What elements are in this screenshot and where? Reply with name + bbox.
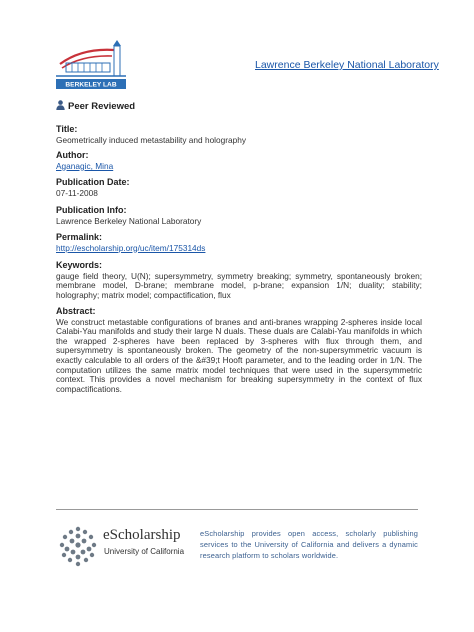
keywords-label: Keywords:: [56, 260, 103, 270]
author-field: [56, 151, 426, 171]
person-icon: [56, 100, 65, 110]
permalink-link[interactable]: http://escholarship.org/uc/item/175314ds: [56, 242, 206, 253]
peer-reviewed-label: Peer Reviewed: [68, 101, 136, 112]
berkeley-lab-logo: [52, 38, 130, 94]
title-label: Title:: [56, 124, 78, 134]
publication-date-field: [56, 178, 426, 198]
permalink-label: Permalink:: [56, 232, 103, 242]
publication-info-label: Publication Info:: [56, 205, 127, 215]
footer-divider: [56, 509, 418, 510]
keywords-value: gauge field theory, U(N); supersymmetry, symmetry breaking; symmetry, spontaneously broken; membrane model, D-brane; membrane model, p-brane; expansion 1/N; duality; stability; holography; matrix model; compactification, flux: [56, 270, 422, 300]
publication-info-value: Lawrence Berkeley National Laboratory: [56, 215, 202, 226]
author-link[interactable]: Aganagic, Mina: [56, 160, 114, 171]
escholarship-subtitle: University of California: [104, 547, 185, 556]
permalink-field: [56, 233, 426, 253]
escholarship-description: eScholarship provides open access, scholarly publishing services to the University of California and delivers a dynamic research platform to scholars worldwide.: [200, 529, 418, 560]
keywords-field: [56, 261, 422, 300]
institution-link[interactable]: Lawrence Berkeley National Laboratory: [255, 59, 439, 71]
publication-info-field: [56, 206, 426, 226]
escholarship-logo-icon: [56, 524, 100, 568]
publication-date-label: Publication Date:: [56, 177, 130, 187]
author-label: Author:: [56, 150, 89, 160]
publication-date-value: 07-11-2008: [56, 187, 98, 198]
title-field: [56, 125, 426, 145]
peer-reviewed-badge: [56, 100, 135, 112]
title-value: Geometrically induced metastability and holography: [56, 134, 247, 145]
abstract-label: Abstract:: [56, 306, 96, 316]
abstract-value: We construct metastable configurations of branes and anti-branes wrapping 2-spheres inside local Calabi-Yau manifolds and study their large N duals. These duals are Calabi-Yau manifolds in which the wrapped 2-spheres have been replaced by 3-spheres with flux through them, and supersymmetry is spontaneously broken. The geometry of the non-supersymmetric vacuum is exactly calculable to all orders of the &#39;t Hooft parameter, and to the leading order in 1/N. The computation utilizes the same matrix model techniques that were used in the supersymmetric context. This provides a novel mechanism for breaking supersymmetry in the context of flux compactifications.: [56, 316, 422, 394]
escholarship-name: eScholarship: [103, 527, 181, 543]
abstract-field: [56, 307, 422, 394]
logo-text: BERKELEY LAB: [65, 81, 117, 89]
